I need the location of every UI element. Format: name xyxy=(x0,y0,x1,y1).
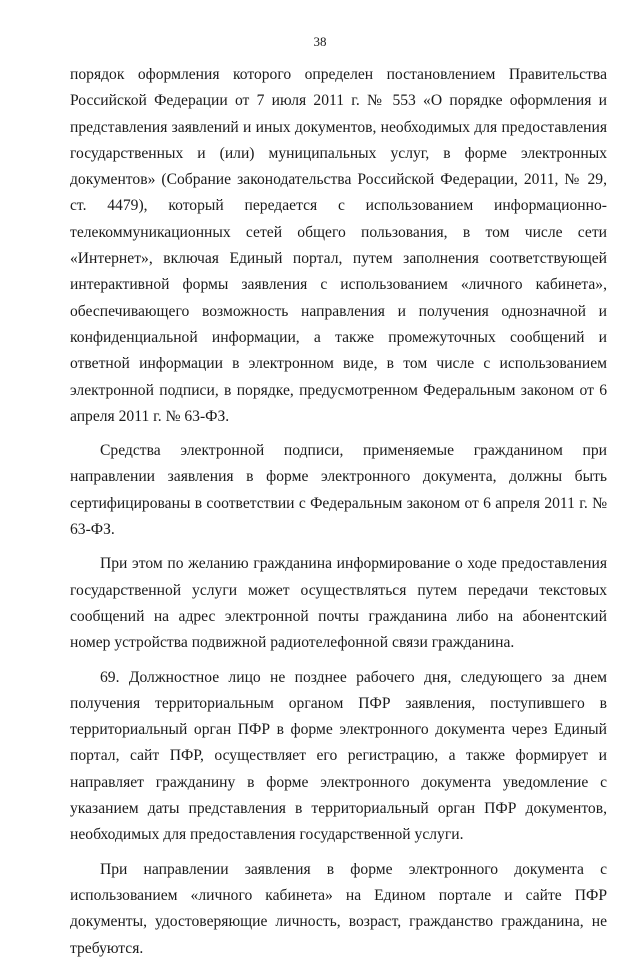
document-body xyxy=(70,62,607,962)
page-number: 38 xyxy=(313,34,327,49)
paragraph-item-69: 69. Должностное лицо не позднее рабочего дня, следующего за днем получения территориальным органом ПФР заявления, поступившего в территориальный орган ПФР в форме электронного документа через Единый портал, сайт ПФР, осуществляет его регистрацию, а также формирует и направляет гражданину в форме электронного документа уведомление с указанием даты представления в территориальный орган ПФР документов, необходимых для предоставления государственной услуги. xyxy=(70,668,607,844)
paragraph-continuation: порядок оформления которого определен постановлением Правительства Российской Федерации от 7 июля 2011 г. № 553 «О порядке оформления и представления заявлений и иных документов, необходимых для предоставления государственных и (или) муниципальных услуг, в форме электронных документов» (Собрание законодательства Российской Федерации, 2011, № 29, ст. 4479), который передается с использованием информационно-телекоммуникационных сетей общего пользования, в том числе сети «Интернет», включая Единый портал, путем заполнения соответствующей интерактивной формы заявления с использованием «личного кабинета», обеспечивающего возможность направления и получения однозначной и конфиденциальной информации, а также промежуточных сообщений и ответной информации в электронном виде, в том числе с использованием электронной подписи, в порядке, предусмотренном Федеральным законом от 6 апреля 2011 г. № 63-ФЗ. xyxy=(70,66,607,425)
paragraph-documents-not-required: При направлении заявления в форме электронного документа с использованием «личного кабинета» на Едином портале и сайте ПФР документы, удостоверяющие личность, возраст, гражданство гражданина, не требуются. xyxy=(70,860,607,957)
paragraph-notifications: При этом по желанию гражданина информирование о ходе предоставления государственной услуги может осуществляться путем передачи текстовых сообщений на адрес электронной почты гражданина либо на абонентский номер устройства подвижной радиотелефонной связи гражданина. xyxy=(70,555,607,652)
paragraph-signature-tools: Средства электронной подписи, применяемые гражданином при направлении заявления в форме электронного документа, должны быть сертифицированы в соответствии с Федеральным законом от 6 апреля 2011 г. № 63-ФЗ. xyxy=(70,442,607,539)
